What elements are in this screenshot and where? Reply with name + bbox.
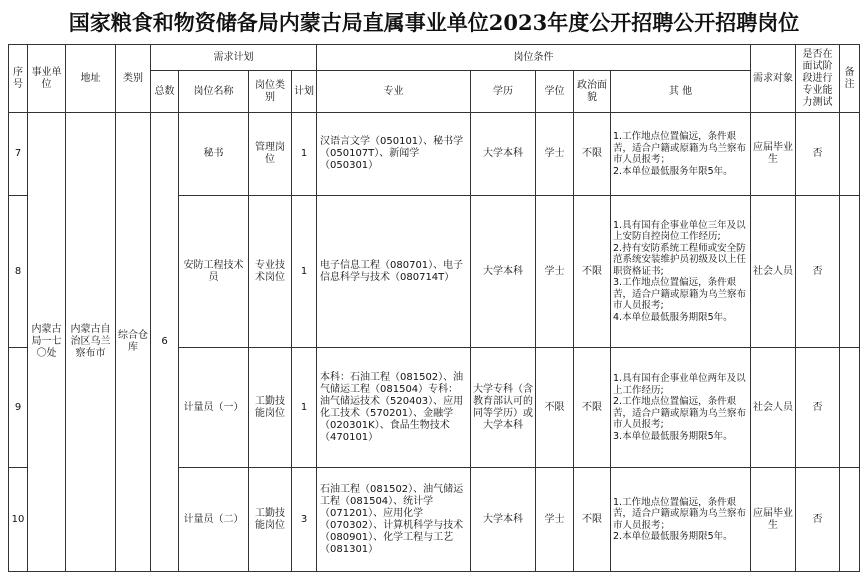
row-seq: 7 <box>9 113 28 196</box>
table-row <box>9 113 860 196</box>
other-line: 1.工作地点位置偏远，条件艰苦，适合户籍或原籍为乌兰察布市人员报考； <box>613 496 747 531</box>
other-line: 3.本单位最低服务期限5年。 <box>613 430 733 442</box>
category-cell: 综合仓库 <box>116 113 151 572</box>
address-cell: 内蒙古自治区乌兰察布市 <box>66 113 116 572</box>
row-plan: 3 <box>292 468 317 572</box>
row-plan: 1 <box>292 196 317 348</box>
header-category: 类别 <box>116 45 151 113</box>
row-education: 大学专科（含教育部认可的同等学历）或大学本科 <box>471 348 536 468</box>
row-major: 汉语言文学（050101）、秘书学（050107T）、新闻学（050301） <box>317 113 471 196</box>
other-line: 2.本单位最低服务年限5年。 <box>613 165 733 177</box>
header-major: 专业 <box>317 71 471 113</box>
row-target: 社会人员 <box>751 348 796 468</box>
row-remark <box>840 348 860 468</box>
other-line: 1.工作地点位置偏远，条件艰苦，适合户籍或原籍为乌兰察布市人员报考； <box>613 131 747 165</box>
row-post-name: 秘书 <box>179 113 249 196</box>
header-conditions-group: 岗位条件 <box>317 45 751 71</box>
other-line: 1.具有国有企事业单位两年及以上工作经历; <box>613 373 746 396</box>
header-remark: 备注 <box>840 45 860 113</box>
row-target: 社会人员 <box>751 196 796 348</box>
row-test: 否 <box>796 196 840 348</box>
header-row-1 <box>9 45 860 71</box>
row-post-name: 计量员（二） <box>179 468 249 572</box>
header-post-type: 岗位类别 <box>249 71 292 113</box>
row-remark <box>840 113 860 196</box>
header-post-name: 岗位名称 <box>179 71 249 113</box>
header-address: 地址 <box>66 45 116 113</box>
other-line: 3.工作地点位置偏远，条件艰苦，适合户籍或原籍为乌兰察布市人员报考; <box>613 277 747 312</box>
row-degree: 不限 <box>536 348 574 468</box>
row-target: 应届毕业生 <box>751 113 796 196</box>
header-plan: 计划 <box>292 71 317 113</box>
row-post-name: 安防工程技术员 <box>179 196 249 348</box>
other-line: 2.本单位最低服务期限5年。 <box>613 531 733 542</box>
row-major: 电子信息工程（080701）、电子信息科学与技术（080714T） <box>317 196 471 348</box>
row-degree: 学士 <box>536 196 574 348</box>
row-education: 大学本科 <box>471 196 536 348</box>
row-plan: 1 <box>292 348 317 468</box>
row-test: 否 <box>796 468 840 572</box>
row-post-type: 管理岗位 <box>249 113 292 196</box>
document-title: 国家粮食和物资储备局内蒙古局直属事业单位2023年度公开招聘公开招聘岗位 <box>68 10 800 35</box>
row-political: 不限 <box>574 468 611 572</box>
row-political: 不限 <box>574 196 611 348</box>
header-education: 学历 <box>471 71 536 113</box>
total-cell: 6 <box>151 113 179 572</box>
row-seq: 8 <box>9 196 28 348</box>
row-major: 本科：石油工程（081502）、油气储运工程（081504）专科：油气储运技术（520403）、应用化工技术（570201）、金融学（020301K）、食品生物技术（470101） <box>317 348 471 468</box>
row-major: 石油工程（081502）、油气储运工程（081504）、统计学（071201）、应用化学（070302）、计算机科学与技术（080901）、化学工程与工艺（081301） <box>317 468 471 572</box>
row-degree: 学士 <box>536 468 574 572</box>
header-unit: 事业单位 <box>28 45 66 113</box>
other-line: 2.工作地点位置偏远，条件艰苦，适合户籍或原籍为乌兰察布市人员报考; <box>613 396 747 430</box>
header-total: 总数 <box>151 71 179 113</box>
row-plan: 1 <box>292 113 317 196</box>
row-remark <box>840 468 860 572</box>
row-post-type: 专业技术岗位 <box>249 196 292 348</box>
row-target: 应届毕业生 <box>751 468 796 572</box>
row-post-name: 计量员（一） <box>179 348 249 468</box>
other-line: 2.持有安防系统工程师或安全防范系统安装维护员初级及以上任职资格证书; <box>613 242 747 277</box>
row-test: 否 <box>796 348 840 468</box>
row-remark <box>840 196 860 348</box>
row-political: 不限 <box>574 348 611 468</box>
row-seq: 9 <box>9 348 28 468</box>
header-test: 是否在面试阶段进行专业能力测试 <box>796 45 840 113</box>
other-line: 1.具有国有企事业单位三年及以上安防自控岗位工作经历; <box>613 219 746 243</box>
row-other <box>611 196 751 348</box>
header-other: 其 他 <box>611 71 751 113</box>
row-degree: 学士 <box>536 113 574 196</box>
other-line: 4.本单位最低服务期限5年。 <box>613 311 733 323</box>
row-post-type: 工勤技能岗位 <box>249 348 292 468</box>
row-post-type: 工勤技能岗位 <box>249 468 292 572</box>
row-political: 不限 <box>574 113 611 196</box>
header-degree: 学位 <box>536 71 574 113</box>
row-other <box>611 113 751 196</box>
header-political: 政治面貌 <box>574 71 611 113</box>
row-other <box>611 348 751 468</box>
header-seq: 序号 <box>9 45 28 113</box>
row-education: 大学本科 <box>471 468 536 572</box>
unit-cell: 内蒙古局一七〇处 <box>28 113 66 572</box>
row-seq: 10 <box>9 468 28 572</box>
row-other <box>611 468 751 572</box>
row-test: 否 <box>796 113 840 196</box>
header-target: 需求对象 <box>751 45 796 113</box>
header-plan-group: 需求计划 <box>151 45 317 71</box>
recruitment-table <box>8 44 860 572</box>
row-education: 大学本科 <box>471 113 536 196</box>
